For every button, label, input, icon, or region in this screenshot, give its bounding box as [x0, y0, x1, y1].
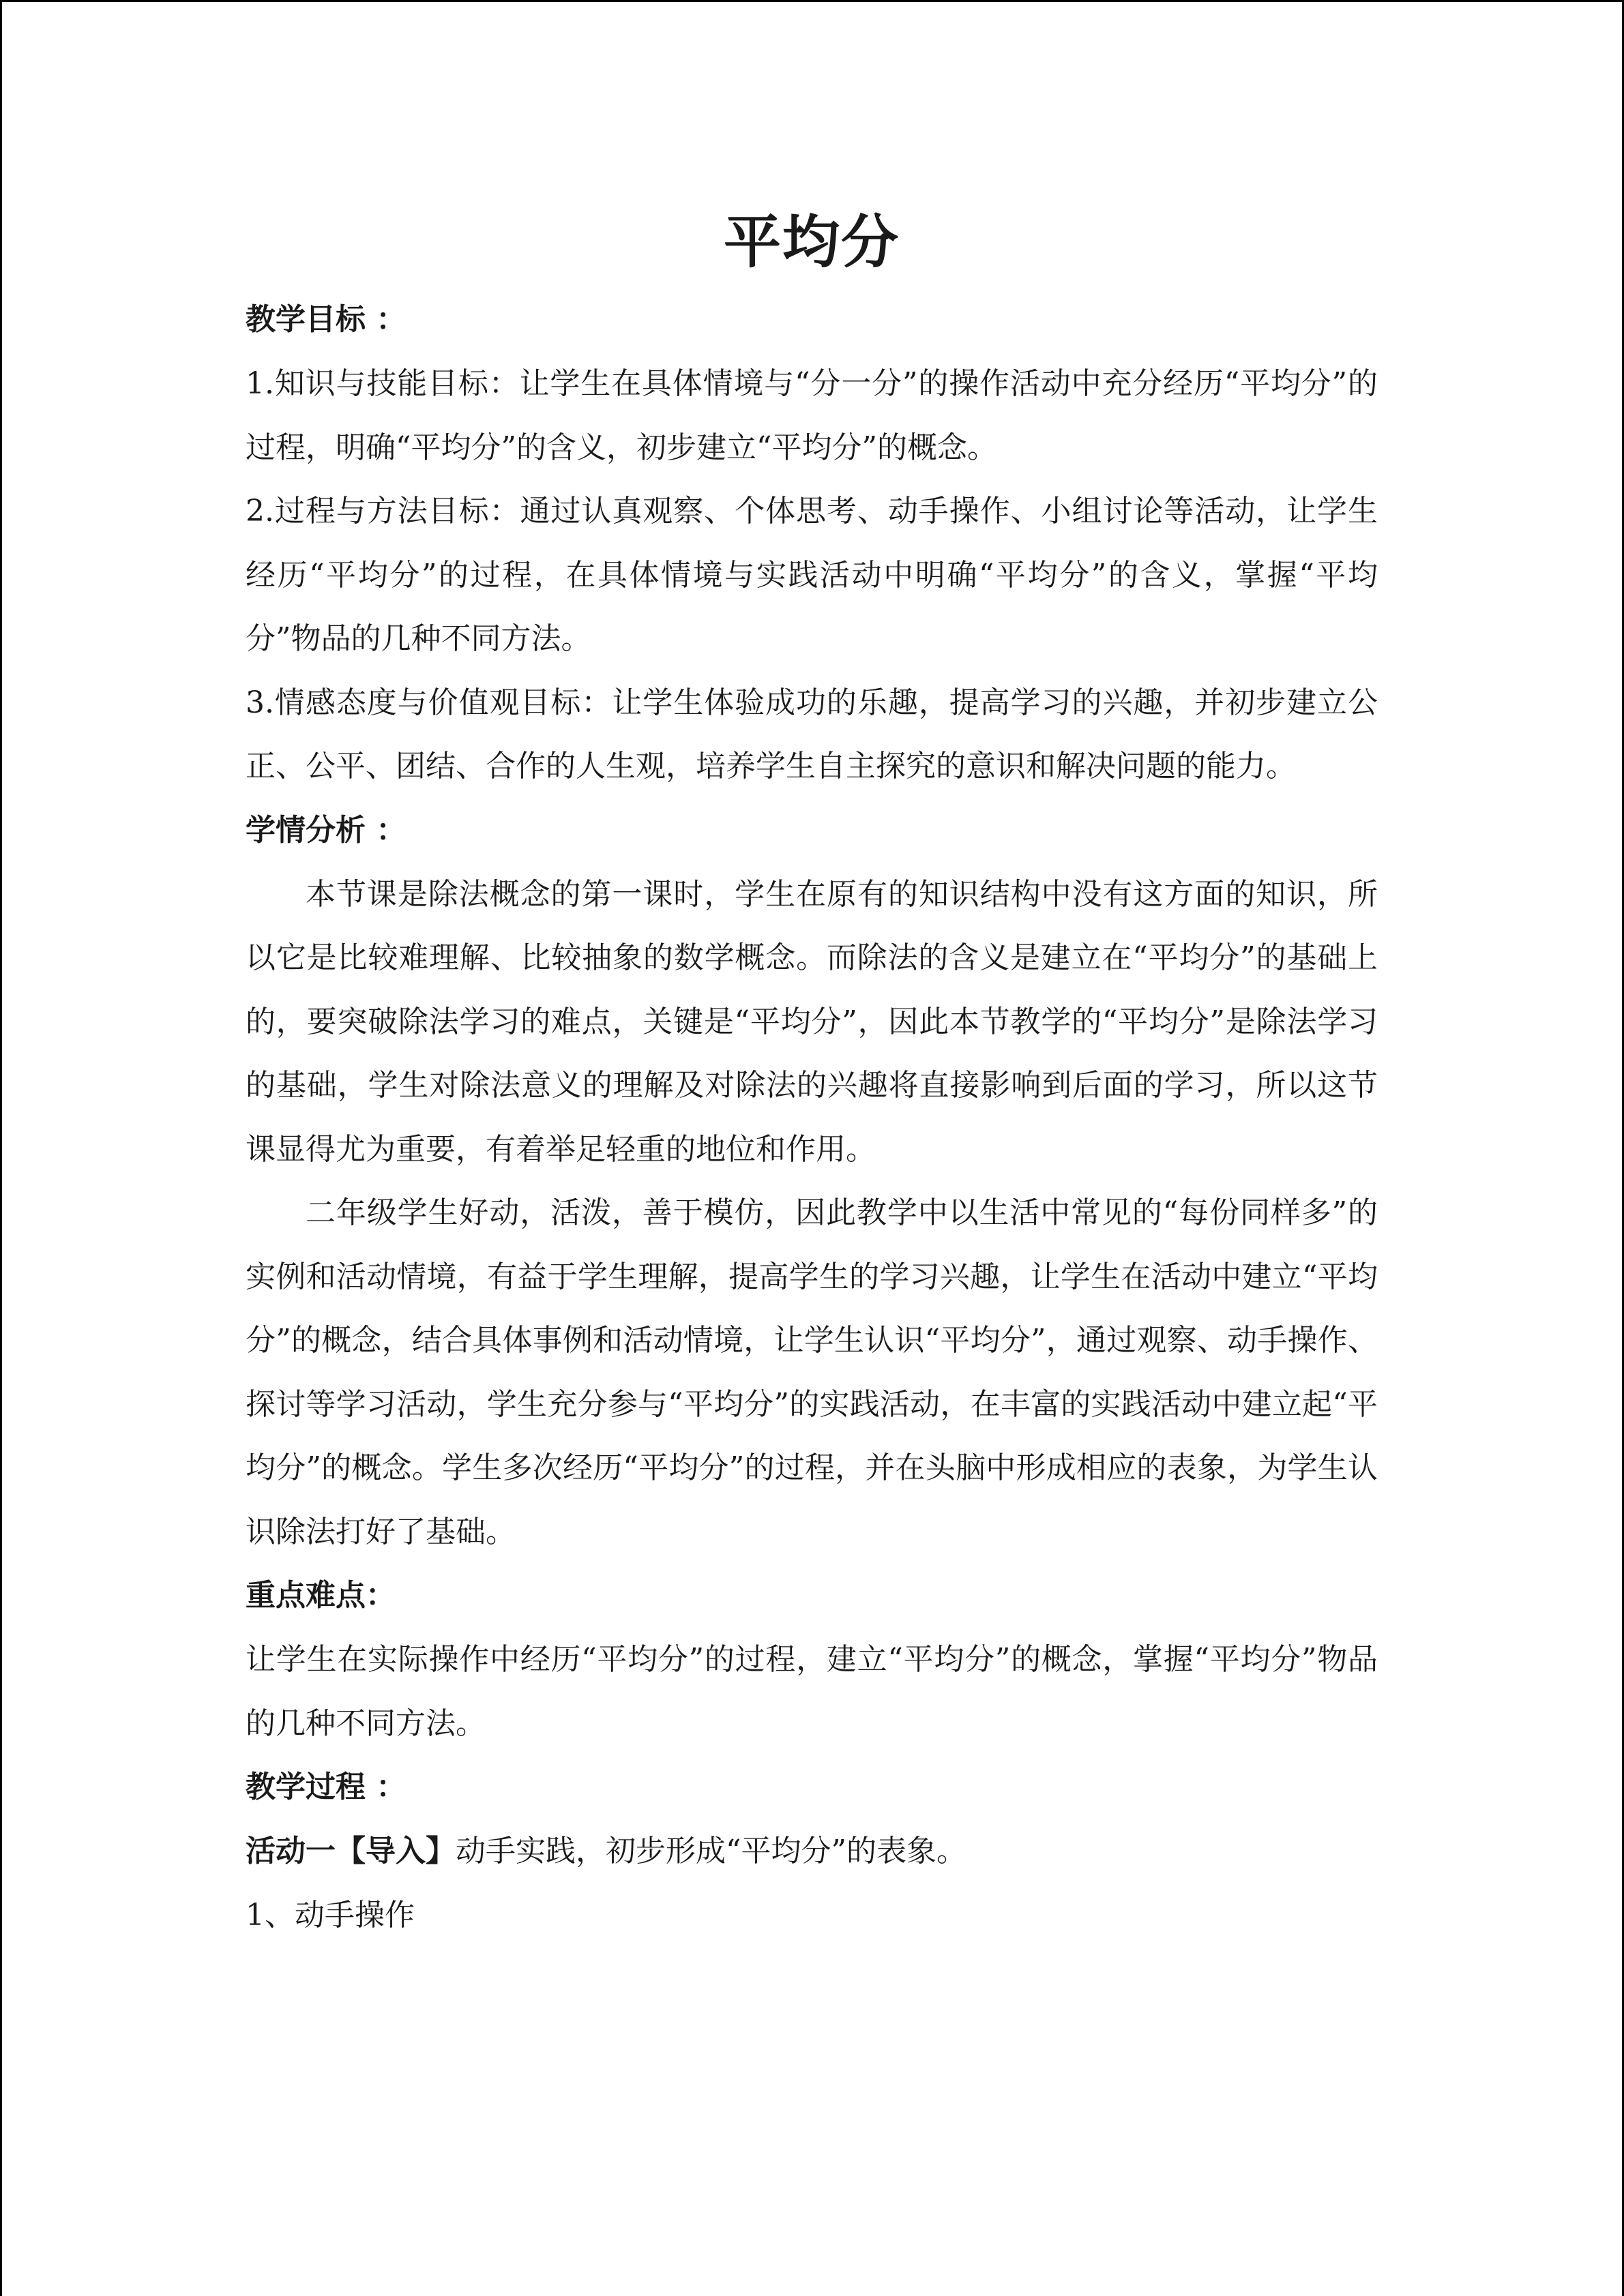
process-heading: 教学过程 ： — [246, 1770, 407, 1804]
analysis-paragraph-1: 本节课是除法概念的第一课时，学生在原有的知识结构中没有这方面的知识，所以它是比较难理解、比较抽象的数学概念。而除法的含义是建立在“平均分”的基础上的，要突破除法学习的难点，关键是“平均分”，因此本节教学的“平均分”是除法学习的基础，学生对除法意义的理解及对除法的兴趣将直接影响到后面的学习，所以这节课显得尤为重要，有着举足轻重的地位和作用。 — [246, 876, 1378, 1167]
activity-one-label: 活动一【导入】 — [246, 1834, 456, 1868]
process-step-1: 1、动手操作 — [246, 1897, 415, 1933]
key-points-text: 让学生在实际操作中经历“平均分”的过程，建立“平均分”的概念，掌握“平均分”物品的几种不同方法。 — [246, 1642, 1378, 1741]
objective-item-2: 2.过程与方法目标：通过认真观察、个体思考、动手操作、小组讨论等活动，让学生经历“平均分”的过程，在具体情境与实践活动中明确“平均分”的含义，掌握“平均分”物品的几种不同方法。 — [246, 494, 1378, 656]
document-title: 平均分 — [723, 208, 900, 275]
analysis-heading: 学情分析 ： — [246, 812, 407, 848]
document-body — [246, 198, 1378, 1947]
activity-one — [246, 1819, 1378, 1883]
objective-item-3: 3.情感态度与价值观目标：让学生体验成功的乐趣，提高学习的兴趣，并初步建立公正、公平、团结、合作的人生观，培养学生自主探究的意识和解决问题的能力。 — [246, 685, 1378, 784]
analysis-paragraph-2: 二年级学生好动，活泼，善于模仿，因此教学中以生活中常见的“每份同样多”的实例和活动情境，有益于学生理解，提高学生的学习兴趣，让学生在活动中建立“平均分”的概念，结合具体事例和活动情境，让学生认识“平均分”，通过观察、动手操作、探讨等学习活动，学生充分参与“平均分”的实践活动，在丰富的实践活动中建立起“平均分”的概念。学生多次经历“平均分”的过程，并在头脑中形成相应的表象，为学生认识除法打好了基础。 — [246, 1195, 1378, 1549]
key-points-heading: 重点难点： — [246, 1578, 396, 1613]
objective-item-1: 1.知识与技能目标：让学生在具体情境与“分一分”的操作活动中充分经历“平均分”的过程，明确“平均分”的含义，初步建立“平均分”的概念。 — [246, 366, 1378, 465]
objectives-heading: 教学目标 ： — [246, 302, 407, 337]
activity-one-text: 动手实践，初步形成“平均分”的表象。 — [456, 1834, 966, 1868]
